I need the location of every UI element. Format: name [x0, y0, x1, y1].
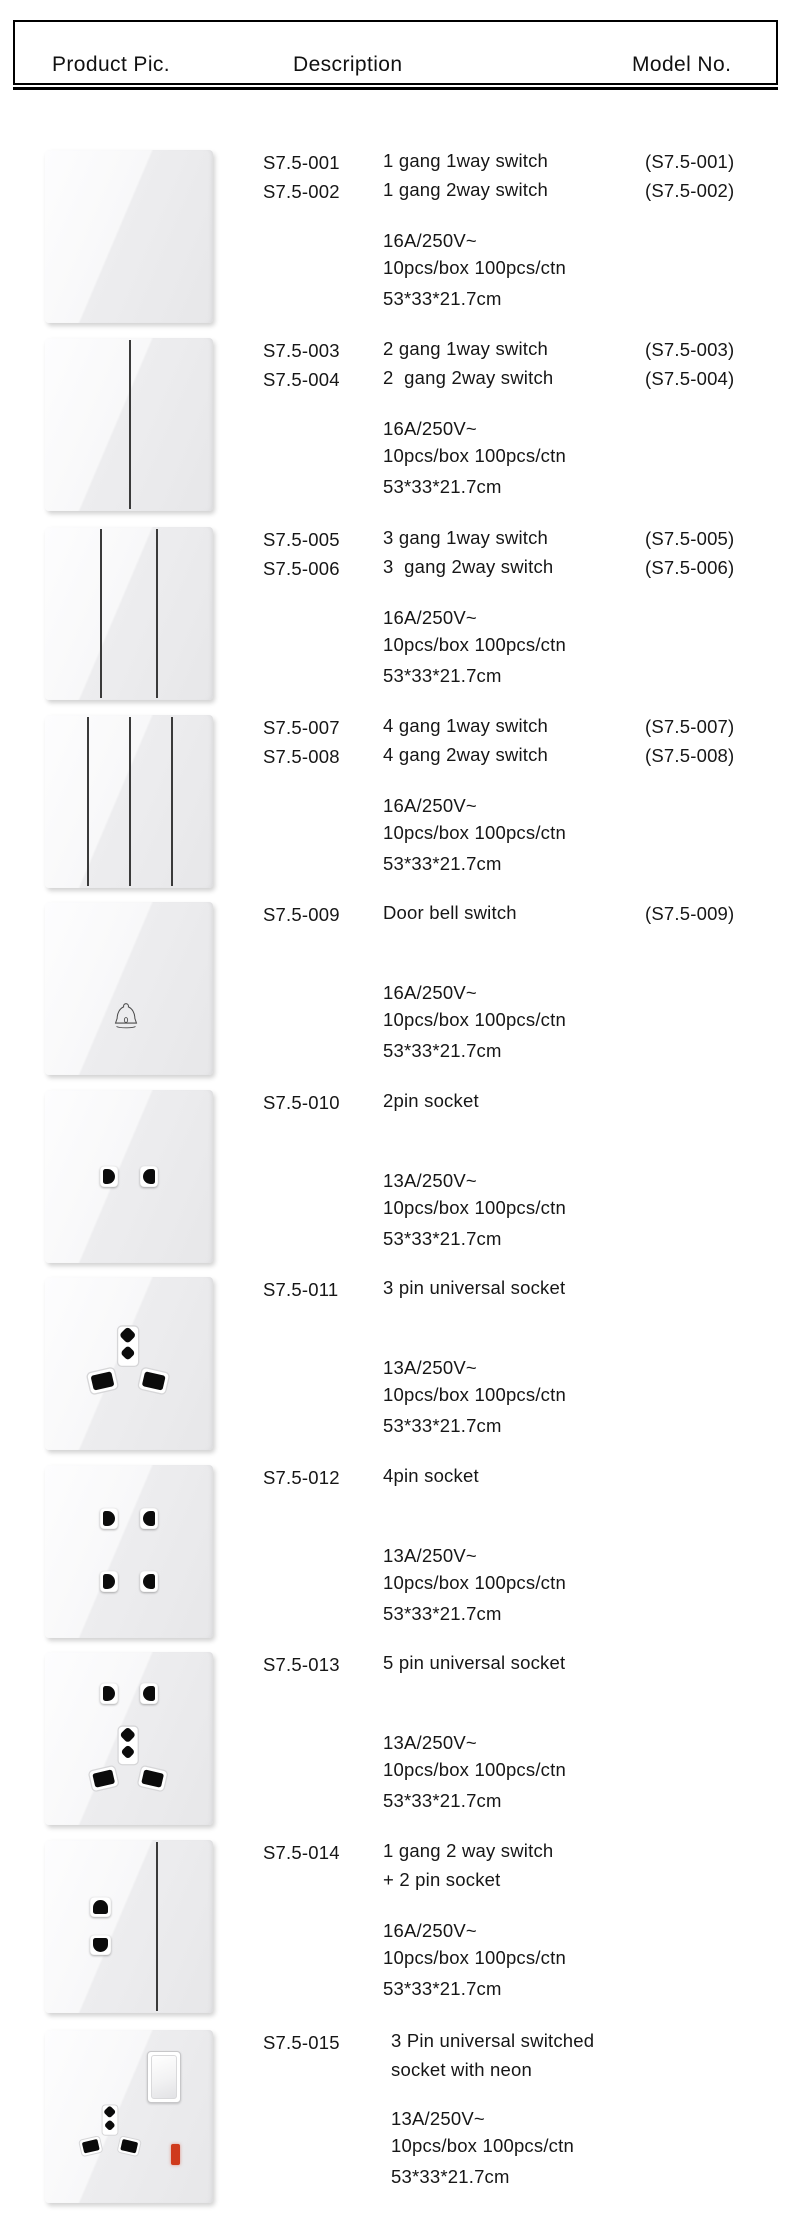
spec-line: 10pcs/box 100pcs/ctn — [383, 1572, 566, 1593]
description-line: 1 gang 2 way switch — [383, 1840, 554, 1861]
socket-pins-icon — [100, 1166, 158, 1187]
model-code: S7.5-001 — [263, 152, 340, 173]
neon-indicator-icon — [171, 2144, 180, 2165]
model-code: S7.5-002 — [263, 181, 340, 202]
spec-line: 10pcs/box 100pcs/ctn — [383, 257, 566, 278]
spec-line: 13A/250V~ — [383, 1357, 477, 1378]
model-code: S7.5-014 — [263, 1842, 340, 1863]
spec-line: 10pcs/box 100pcs/ctn — [383, 1197, 566, 1218]
product-photo-doorbell-switch — [45, 902, 213, 1075]
model-no: (S7.5-005) — [645, 528, 735, 549]
spec-line: 13A/250V~ — [383, 1732, 477, 1753]
spec-line: 53*33*21.7cm — [383, 665, 502, 686]
description-line: 3 Pin universal switched — [391, 2030, 595, 2051]
model-code: S7.5-008 — [263, 746, 340, 767]
model-no: (S7.5-003) — [645, 339, 735, 360]
universal-socket-pins-icon — [86, 1725, 170, 1796]
spec-line: 10pcs/box 100pcs/ctn — [383, 822, 566, 843]
model-no: (S7.5-002) — [645, 180, 735, 201]
spec-line: 13A/250V~ — [383, 1545, 477, 1566]
pin-hole-icon — [90, 1897, 111, 1917]
description-line: 4 gang 1way switch — [383, 715, 549, 736]
product-photo-5pin-universal-socket — [45, 1652, 213, 1825]
description-line: 1 gang 2way switch — [383, 179, 549, 200]
description-line: + 2 pin socket — [383, 1869, 501, 1890]
model-code: S7.5-010 — [263, 1092, 340, 1113]
model-code: S7.5-006 — [263, 558, 340, 579]
pin-hole-icon — [140, 1508, 158, 1529]
spec-line: 10pcs/box 100pcs/ctn — [383, 1759, 566, 1780]
column-header-product-pic: Product Pic. — [52, 53, 171, 76]
model-no: (S7.5-009) — [645, 903, 735, 924]
product-photo-2pin-socket — [45, 1090, 213, 1263]
spec-line: 53*33*21.7cm — [383, 476, 502, 497]
header-divider — [13, 87, 778, 90]
model-code: S7.5-005 — [263, 529, 340, 550]
product-photo-4pin-socket — [45, 1465, 213, 1638]
spec-line: 16A/250V~ — [383, 982, 477, 1003]
spec-line: 53*33*21.7cm — [383, 288, 502, 309]
spec-line: 16A/250V~ — [383, 607, 477, 628]
spec-line: 16A/250V~ — [383, 795, 477, 816]
product-photo-2gang-switch — [45, 338, 213, 511]
description-line: 1 gang 1way switch — [383, 150, 549, 171]
pin-hole-icon — [140, 1571, 158, 1592]
spec-line: 53*33*21.7cm — [383, 1228, 502, 1249]
pin-hole-icon — [100, 1508, 118, 1529]
spec-line: 16A/250V~ — [383, 1920, 477, 1941]
product-photo-1gang-switch — [45, 150, 213, 323]
spec-line: 13A/250V~ — [391, 2108, 485, 2129]
product-photo-switch-2pin-socket — [45, 1840, 213, 2013]
model-no: (S7.5-008) — [645, 745, 735, 766]
spec-line: 10pcs/box 100pcs/ctn — [383, 445, 566, 466]
switch-divider-line — [156, 529, 158, 698]
switch-divider-line — [171, 717, 173, 886]
model-no: (S7.5-004) — [645, 368, 735, 389]
spec-line: 53*33*21.7cm — [383, 1603, 502, 1624]
spec-line: 13A/250V~ — [383, 1170, 477, 1191]
spec-line: 16A/250V~ — [383, 230, 477, 251]
socket-pins-icon — [100, 1683, 158, 1704]
spec-line: 10pcs/box 100pcs/ctn — [383, 1947, 566, 1968]
spec-line: 10pcs/box 100pcs/ctn — [391, 2135, 574, 2156]
spec-line: 10pcs/box 100pcs/ctn — [383, 634, 566, 655]
socket-pins-icon — [100, 1571, 158, 1592]
model-code: S7.5-003 — [263, 340, 340, 361]
pin-hole-icon — [100, 1571, 118, 1592]
model-code: S7.5-015 — [263, 2032, 340, 2053]
switch-divider-line — [129, 717, 131, 886]
model-no: (S7.5-007) — [645, 716, 735, 737]
column-header-description: Description — [293, 53, 403, 76]
description-line: 4 gang 2way switch — [383, 744, 549, 765]
spec-line: 53*33*21.7cm — [383, 1040, 502, 1061]
model-code: S7.5-009 — [263, 904, 340, 925]
model-no: (S7.5-006) — [645, 557, 735, 578]
column-header-model-no: Model No. — [632, 53, 732, 76]
socket-pins-icon — [100, 1508, 158, 1529]
switch-divider-line — [100, 529, 102, 698]
description-line: 4pin socket — [383, 1465, 479, 1486]
model-code: S7.5-004 — [263, 369, 340, 390]
universal-socket-pins-icon — [84, 1325, 172, 1399]
description-line: 5 pin universal socket — [383, 1652, 566, 1673]
switch-divider-line — [129, 340, 131, 509]
description-line: 3 gang 2way switch — [383, 556, 554, 577]
model-no: (S7.5-001) — [645, 151, 735, 172]
product-photo-switched-socket-neon — [45, 2030, 213, 2203]
description-line: 2 gang 1way switch — [383, 338, 549, 359]
rocker-switch-icon — [147, 2051, 181, 2103]
spec-line: 53*33*21.7cm — [383, 1415, 502, 1436]
description-line: 2 gang 2way switch — [383, 367, 554, 388]
pin-hole-icon — [100, 1166, 118, 1187]
product-photo-4gang-switch — [45, 715, 213, 888]
universal-socket-pins-icon — [77, 2104, 143, 2160]
pin-hole-icon — [140, 1683, 158, 1704]
pin-hole-icon — [100, 1683, 118, 1704]
description-line: 3 pin universal socket — [383, 1277, 566, 1298]
spec-line: 53*33*21.7cm — [383, 853, 502, 874]
product-photo-3gang-switch — [45, 527, 213, 700]
spec-line: 10pcs/box 100pcs/ctn — [383, 1384, 566, 1405]
description-line: Door bell switch — [383, 902, 517, 923]
model-code: S7.5-012 — [263, 1467, 340, 1488]
switch-divider-line — [156, 1842, 158, 2011]
description-line: 2pin socket — [383, 1090, 479, 1111]
product-photo-3pin-universal-socket — [45, 1277, 213, 1450]
description-line: 3 gang 1way switch — [383, 527, 549, 548]
pin-hole-icon — [140, 1166, 158, 1187]
spec-line: 10pcs/box 100pcs/ctn — [383, 1009, 566, 1030]
spec-line: 53*33*21.7cm — [383, 1790, 502, 1811]
model-code: S7.5-011 — [263, 1279, 339, 1300]
description-line: socket with neon — [391, 2059, 533, 2080]
spec-line: 16A/250V~ — [383, 418, 477, 439]
spec-line: 53*33*21.7cm — [391, 2166, 510, 2187]
bell-icon — [109, 997, 143, 1043]
model-code: S7.5-007 — [263, 717, 340, 738]
switch-divider-line — [87, 717, 89, 886]
model-code: S7.5-013 — [263, 1654, 340, 1675]
spec-line: 53*33*21.7cm — [383, 1978, 502, 1999]
pin-hole-icon — [90, 1935, 111, 1955]
